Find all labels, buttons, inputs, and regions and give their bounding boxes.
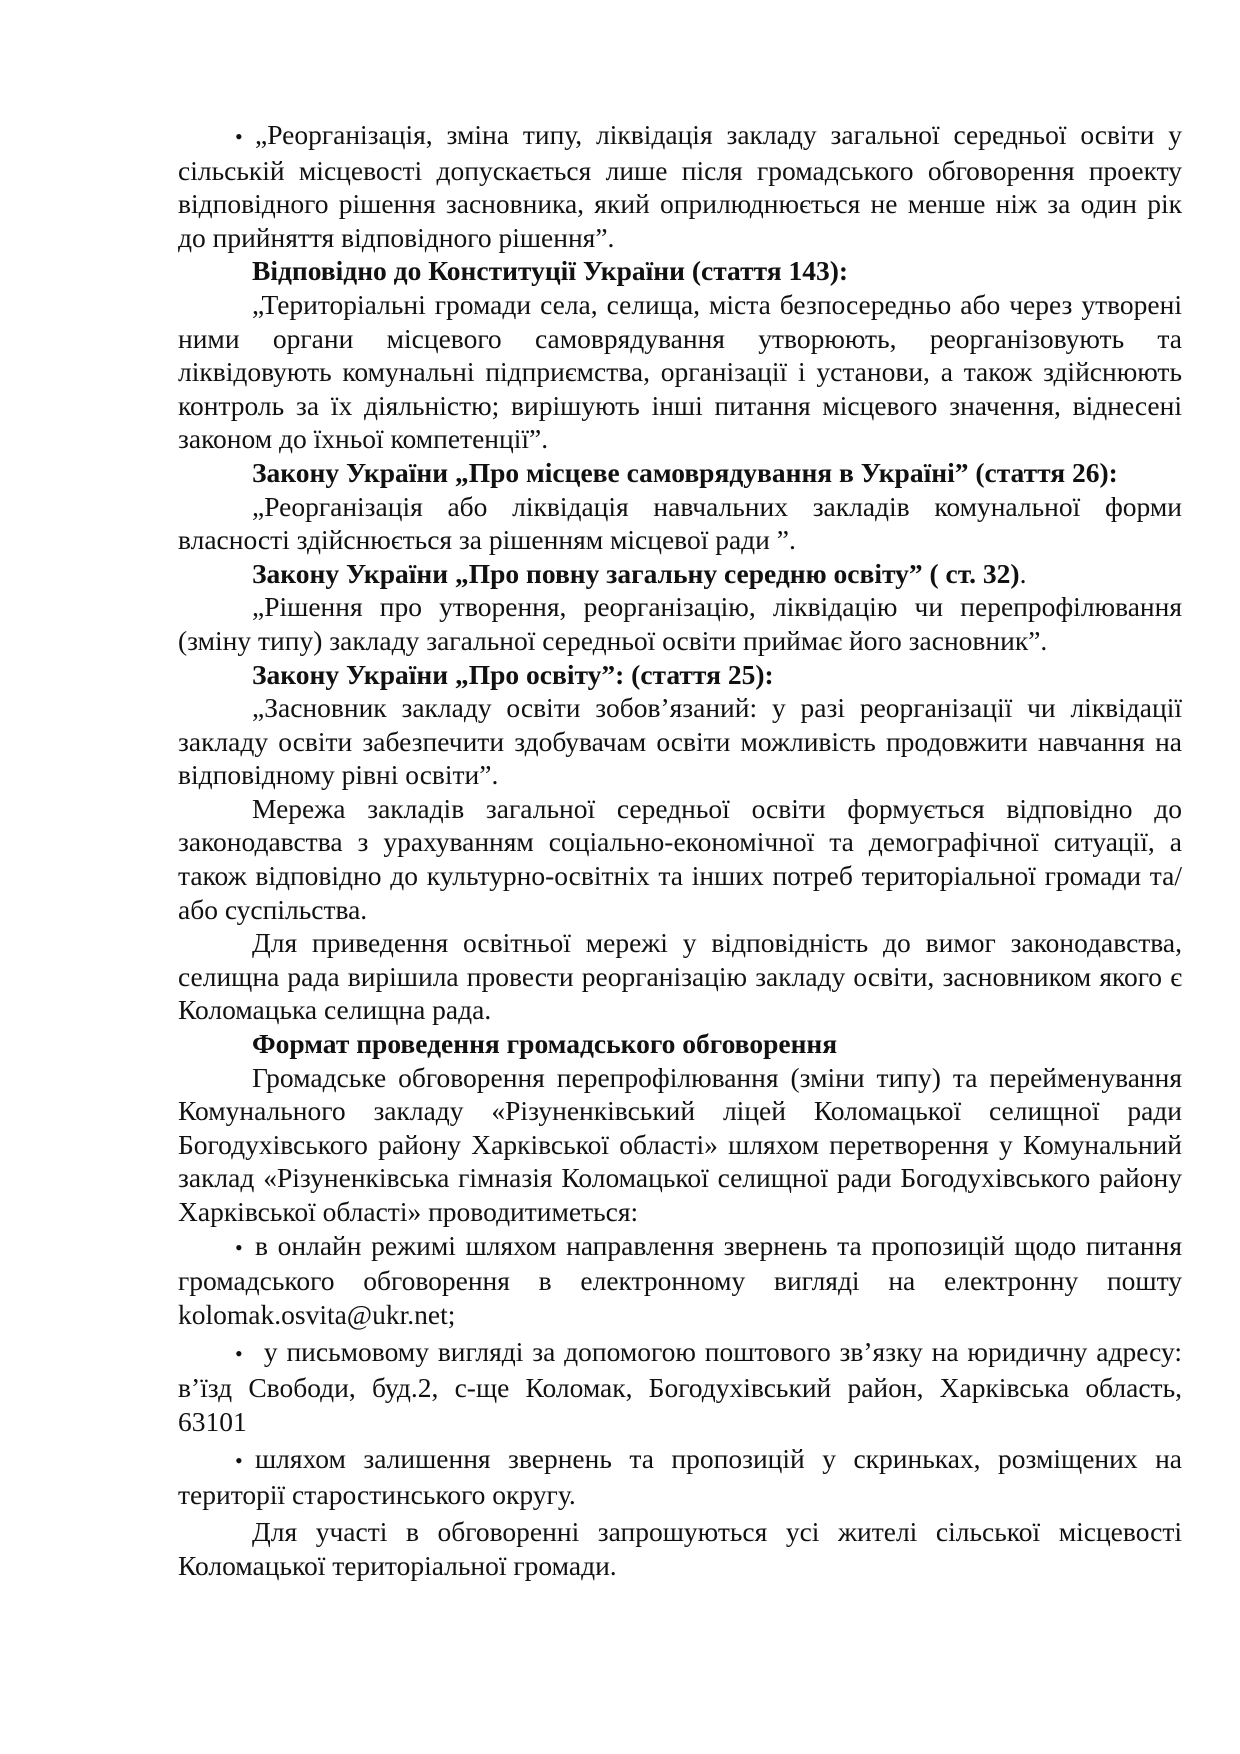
bullet-text: в онлайн режимі шляхом направлення звернень та пропозицій щодо питання громадського обговорення в електронному вигляді на електронну пошту kolomak.osvita@ukr.net; [178,1229,1182,1330]
heading-secondary-education-law [178,557,1182,591]
heading-local-government-law: Закону України „Про місцеве самоврядування в Україні” (стаття 26): [252,456,1118,488]
quote-secondary-education-law: „Рішення про утворення, реорганізацію, ліквідацію чи перепрофілювання (зміну типу) закладу загальної середньої освіти приймає його засновник”. [178,591,1182,656]
paragraph-format-intro: Громадське обговорення перепрофілювання (зміни типу) та перейменування Комунального закладу «Різуненківський ліцей Коломацької селищної ради Богодухівського району Харківської області» шляхом перетворення у Комунальний заклад «Різуненківська гімназія Коломацької селищної ради Богодухівського району Харківської області» проводитиметься: [178,1061,1182,1227]
bullet-text: шляхом залишення звернень та пропозицій у скриньках, розміщених на території старостинського округу. [178,1443,1182,1510]
bullet-dot: • [235,1448,243,1474]
bullet-item-boxes [178,1442,1182,1511]
paragraph-invitation: Для участі в обговоренні запрошуються усі жителі сільської місцевості Коломацької територіальної громади. [178,1516,1182,1581]
paragraph-network: Мережа закладів загальної середньої освіти формується відповідно до законодавства з урахуванням соціально-економічної та демографічної ситуації, а також відповідно до культурно-освітніх та інших потреб територіальної громади та/або суспільства. [178,792,1182,925]
paragraph-decision: Для приведення освітньої мережі у відповідність до вимог законодавства, селищна рада вирішила провести реорганізацію закладу освіти, засновником якого є Коломацька селищна рада. [178,927,1182,1026]
heading-secondary-period: . [1019,557,1027,589]
bullet-text: у письмовому вигляді за допомогою поштового зв’язку на юридичну адресу: в’їзд Свободи, буд.2, с-ще Коломак, Богодухівський район, Харківська область, 63101 [178,1336,1182,1437]
bullet-dot: • [235,1341,243,1367]
heading-format: Формат проведення громадського обговорення [252,1028,838,1060]
bullet-dot: • [235,124,243,149]
heading-education-law: Закону України „Про освіту”: (стаття 25): [252,658,774,690]
bullet-item-intro [178,118,1182,254]
document-page [178,118,1182,1583]
bullet-item-online [178,1229,1182,1332]
quote-local-government-law: „Реорганізація або ліквідація навчальних закладів комунальної форми власності здійснюється за рішенням місцевої ради ”. [178,490,1182,556]
heading-constitution: Відповідно до Конституції України (стаття 143): [252,255,849,287]
quote-constitution: „Територіальні громади села, селища, міста безпосередньо або через утворені ними органи місцевого самоврядування утворюють, реорганізовують та ліквідовують комунальні підприємства, організації і установи, а також здійснюють контроль за їх діяльністю; вирішують інші питання місцевого значення, віднесені законом до їхньої компетенції”. [178,288,1182,455]
bullet-text: „Реорганізація, зміна типу, ліквідація закладу загальної середньої освіти у сільській місцевості допускається лише після громадського обговорення проекту відповідного рішення засновника, який оприлюднюється не менше ніж за один рік до прийняття відповідного рішення”. [178,119,1182,253]
heading-secondary-text: Закону України „Про повну загальну середню освіту” ( ст. 32) [252,557,1020,589]
bullet-dot: • [235,1234,243,1260]
quote-education-law: „Засновник закладу освіти зобов’язаний: у разі реорганізації чи ліквідації закладу освіти забезпечити здобувачам освіти можливість продовжити навчання на відповідному рівні освіти”. [178,692,1182,791]
bullet-item-mail [178,1335,1182,1438]
